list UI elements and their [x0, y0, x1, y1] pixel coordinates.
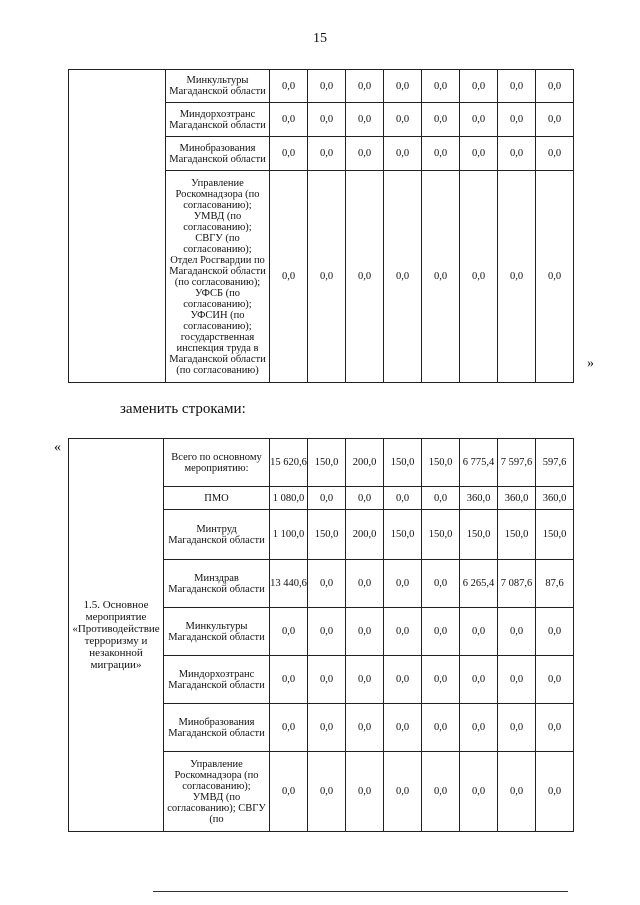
- value-cell: 0,0: [536, 752, 574, 832]
- value-cell: 7 087,6: [498, 560, 536, 608]
- value-cell: 0,0: [308, 656, 346, 704]
- value-cell: 150,0: [536, 510, 574, 560]
- page-number: 15: [313, 31, 327, 46]
- value-cell: 0,0: [384, 487, 422, 510]
- organization-cell: ПМО: [164, 487, 270, 510]
- value-cell: 0,0: [346, 103, 384, 137]
- value-cell: 0,0: [384, 171, 422, 383]
- organization-cell: Управление Роскомнадзора (по согласованию); УМВД (по согласованию); СВГУ (по: [164, 752, 270, 832]
- replace-instruction: заменить строками:: [120, 401, 246, 417]
- value-cell: 0,0: [308, 171, 346, 383]
- value-cell: 0,0: [422, 103, 460, 137]
- empty-event-cell: [69, 70, 166, 383]
- value-cell: 0,0: [384, 137, 422, 171]
- value-cell: 150,0: [422, 510, 460, 560]
- value-cell: 0,0: [384, 103, 422, 137]
- value-cell: 0,0: [536, 656, 574, 704]
- value-cell: 0,0: [346, 608, 384, 656]
- value-cell: 15 620,6: [270, 439, 308, 487]
- value-cell: 0,0: [308, 704, 346, 752]
- value-cell: 0,0: [422, 137, 460, 171]
- value-cell: 0,0: [498, 704, 536, 752]
- table-row: [69, 70, 574, 103]
- value-cell: 0,0: [422, 608, 460, 656]
- value-cell: 200,0: [346, 439, 384, 487]
- value-cell: 360,0: [498, 487, 536, 510]
- value-cell: 0,0: [422, 487, 460, 510]
- value-cell: 200,0: [346, 510, 384, 560]
- value-cell: 1 080,0: [270, 487, 308, 510]
- value-cell: 0,0: [270, 70, 308, 103]
- event-label-cell: 1.5. Основное мероприятие «Противодействие терроризму и незаконной миграции»: [69, 439, 164, 832]
- value-cell: 597,6: [536, 439, 574, 487]
- value-cell: 150,0: [498, 510, 536, 560]
- value-cell: 1 100,0: [270, 510, 308, 560]
- value-cell: 0,0: [270, 752, 308, 832]
- value-cell: 0,0: [308, 752, 346, 832]
- value-cell: 0,0: [422, 752, 460, 832]
- value-cell: 0,0: [384, 656, 422, 704]
- organization-cell: Минздрав Магаданской области: [164, 560, 270, 608]
- value-cell: 0,0: [346, 560, 384, 608]
- value-cell: 360,0: [536, 487, 574, 510]
- value-cell: 0,0: [498, 171, 536, 383]
- value-cell: 0,0: [460, 656, 498, 704]
- value-cell: 0,0: [536, 608, 574, 656]
- value-cell: 0,0: [346, 171, 384, 383]
- value-cell: 0,0: [536, 704, 574, 752]
- value-cell: 0,0: [346, 656, 384, 704]
- value-cell: 0,0: [308, 560, 346, 608]
- value-cell: 6 775,4: [460, 439, 498, 487]
- value-cell: 0,0: [346, 752, 384, 832]
- value-cell: 0,0: [498, 656, 536, 704]
- value-cell: 0,0: [346, 137, 384, 171]
- organization-cell: Минкультуры Магаданской области: [164, 608, 270, 656]
- value-cell: 0,0: [308, 70, 346, 103]
- value-cell: 0,0: [536, 103, 574, 137]
- value-cell: 0,0: [270, 656, 308, 704]
- organization-cell: Всего по основному мероприятию:: [164, 439, 270, 487]
- value-cell: 6 265,4: [460, 560, 498, 608]
- value-cell: 360,0: [460, 487, 498, 510]
- value-cell: 0,0: [498, 752, 536, 832]
- value-cell: 0,0: [270, 704, 308, 752]
- value-cell: 0,0: [346, 70, 384, 103]
- value-cell: 0,0: [460, 171, 498, 383]
- value-cell: 0,0: [384, 752, 422, 832]
- value-cell: 7 597,6: [498, 439, 536, 487]
- value-cell: 0,0: [270, 608, 308, 656]
- value-cell: 0,0: [384, 704, 422, 752]
- value-cell: 0,0: [460, 704, 498, 752]
- value-cell: 0,0: [460, 103, 498, 137]
- value-cell: 0,0: [346, 704, 384, 752]
- value-cell: 0,0: [346, 487, 384, 510]
- value-cell: 150,0: [308, 510, 346, 560]
- footer-rule: [153, 891, 568, 892]
- value-cell: 150,0: [384, 510, 422, 560]
- value-cell: 0,0: [270, 137, 308, 171]
- value-cell: 0,0: [536, 70, 574, 103]
- value-cell: 0,0: [498, 137, 536, 171]
- value-cell: 150,0: [308, 439, 346, 487]
- organization-cell: Минобразования Магаданской области: [164, 704, 270, 752]
- closing-quote: »: [587, 356, 594, 371]
- opening-quote: «: [54, 440, 61, 455]
- value-cell: 0,0: [460, 608, 498, 656]
- value-cell: 0,0: [460, 752, 498, 832]
- organization-cell: Миндорхозтранс Магаданской области: [166, 103, 270, 137]
- organization-cell: Минтруд Магаданской области: [164, 510, 270, 560]
- budget-table-bottom: [68, 438, 574, 832]
- value-cell: 13 440,6: [270, 560, 308, 608]
- value-cell: 0,0: [384, 608, 422, 656]
- value-cell: 150,0: [384, 439, 422, 487]
- table-row: [69, 439, 574, 487]
- budget-table-top: [68, 69, 574, 383]
- organization-cell: Миндорхозтранс Магаданской области: [164, 656, 270, 704]
- value-cell: 0,0: [422, 70, 460, 103]
- value-cell: 0,0: [270, 171, 308, 383]
- value-cell: 0,0: [308, 137, 346, 171]
- value-cell: 0,0: [536, 171, 574, 383]
- value-cell: 0,0: [308, 608, 346, 656]
- value-cell: 0,0: [536, 137, 574, 171]
- organization-cell: Минкультуры Магаданской области: [166, 70, 270, 103]
- organization-cell: Управление Роскомнадзора (по согласованию); УМВД (по согласованию); СВГУ (по согласованию); Отдел Росгвардии по Магаданской области (по согласованию); УФСБ (по согласованию); УФСИН (по согласованию); государственная инспекция труда в Магаданской области (по согласованию): [166, 171, 270, 383]
- value-cell: 0,0: [422, 560, 460, 608]
- value-cell: 0,0: [498, 70, 536, 103]
- value-cell: 150,0: [460, 510, 498, 560]
- value-cell: 0,0: [460, 70, 498, 103]
- value-cell: 0,0: [498, 103, 536, 137]
- value-cell: 0,0: [498, 608, 536, 656]
- value-cell: 0,0: [270, 103, 308, 137]
- value-cell: 87,6: [536, 560, 574, 608]
- value-cell: 0,0: [384, 70, 422, 103]
- value-cell: 0,0: [460, 137, 498, 171]
- value-cell: 0,0: [422, 704, 460, 752]
- value-cell: 0,0: [384, 560, 422, 608]
- value-cell: 0,0: [422, 656, 460, 704]
- value-cell: 0,0: [308, 487, 346, 510]
- value-cell: 150,0: [422, 439, 460, 487]
- organization-cell: Минобразования Магаданской области: [166, 137, 270, 171]
- value-cell: 0,0: [308, 103, 346, 137]
- value-cell: 0,0: [422, 171, 460, 383]
